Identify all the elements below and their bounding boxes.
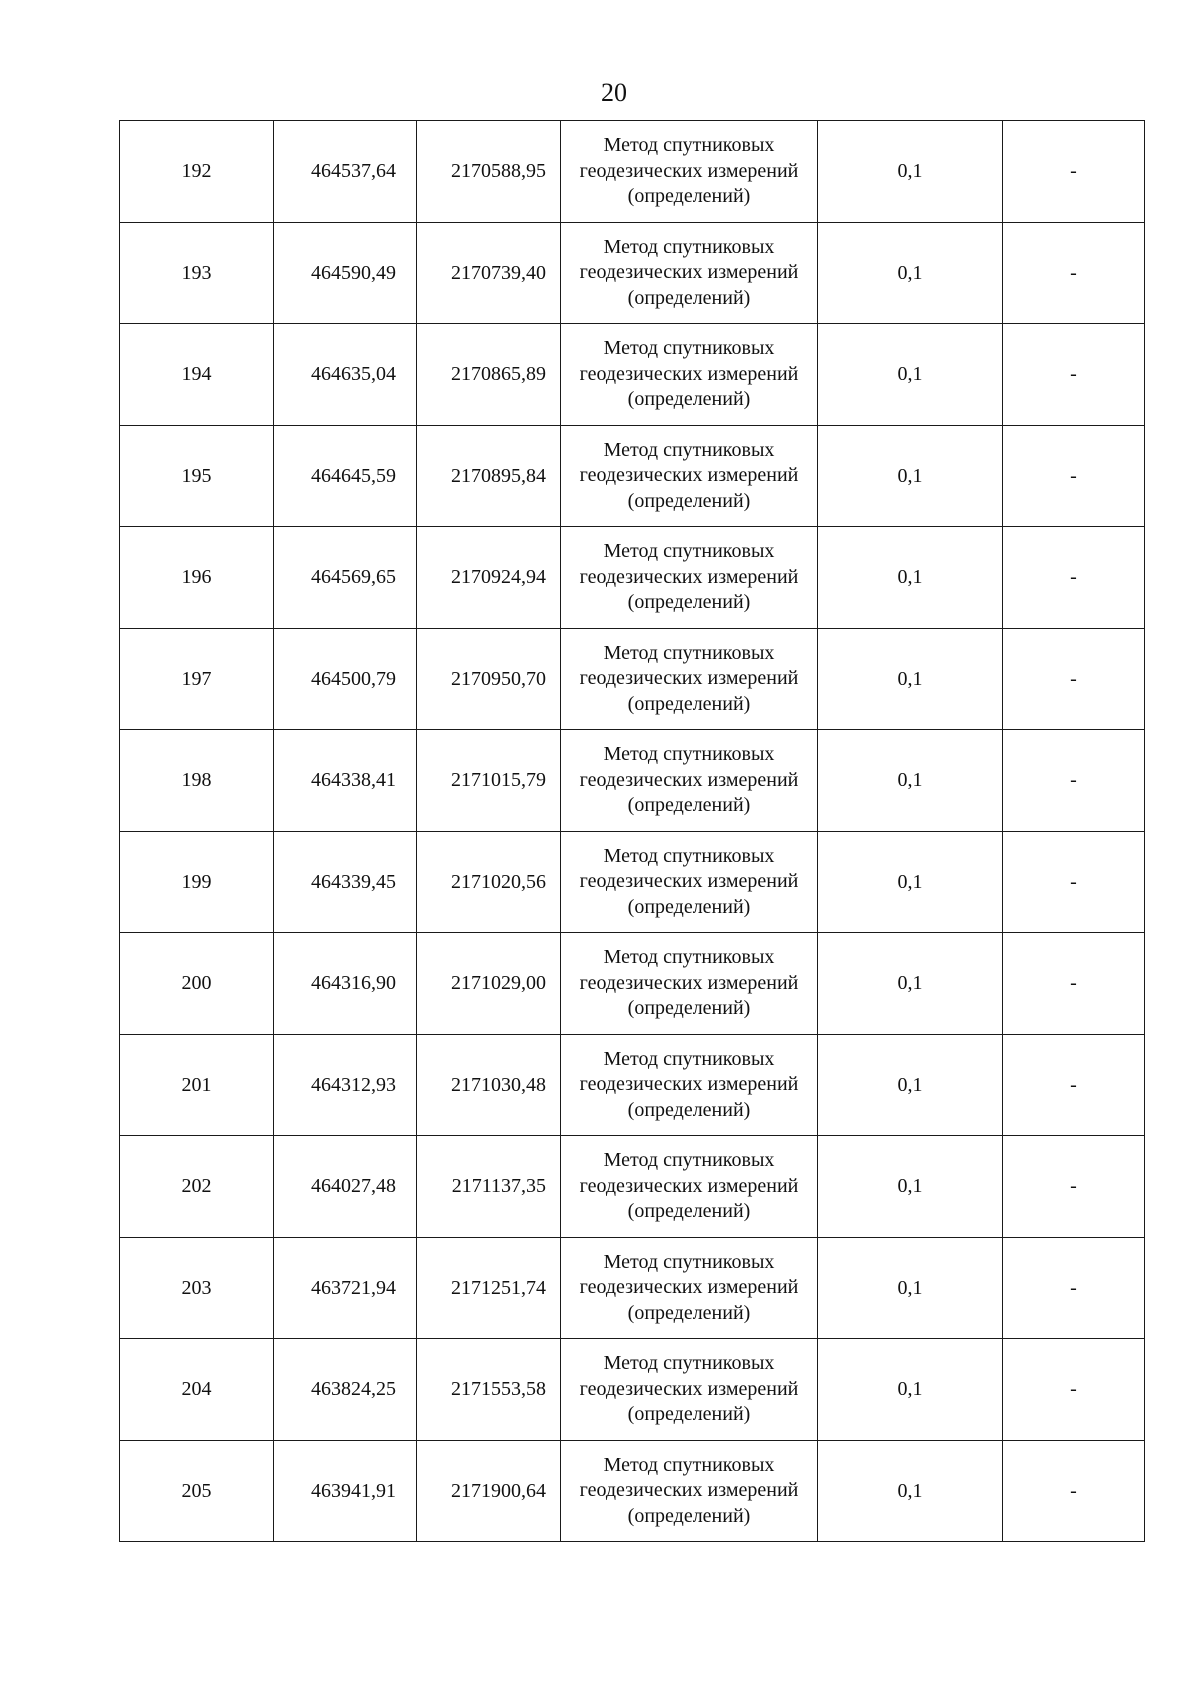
y-coordinate-cell: 2170950,70 bbox=[417, 628, 561, 730]
method-line: геодезических измерений bbox=[579, 565, 799, 588]
x-coordinate-cell: 463941,91 bbox=[274, 1440, 417, 1542]
x-coordinate-cell: 464590,49 bbox=[274, 222, 417, 324]
y-coordinate-cell: 2170895,84 bbox=[417, 425, 561, 527]
method-line: (определений) bbox=[627, 1098, 751, 1121]
table-row bbox=[120, 121, 1145, 223]
table-row bbox=[120, 324, 1145, 426]
y-coordinate-cell: 2171137,35 bbox=[417, 1136, 561, 1238]
method-cell bbox=[561, 1034, 818, 1136]
x-coordinate-cell: 464027,48 bbox=[274, 1136, 417, 1238]
method-cell bbox=[561, 730, 818, 832]
method-line: геодезических измерений bbox=[579, 159, 799, 182]
method-line: геодезических измерений bbox=[579, 971, 799, 994]
method-line: (определений) bbox=[627, 489, 751, 512]
description-cell: - bbox=[1003, 831, 1145, 933]
method-line: геодезических измерений bbox=[579, 667, 799, 689]
description-cell: - bbox=[1003, 222, 1145, 324]
x-coordinate-cell: 464316,90 bbox=[274, 933, 417, 1035]
method-line: (определений) bbox=[627, 286, 751, 309]
description-cell: - bbox=[1003, 730, 1145, 832]
method-cell bbox=[561, 628, 818, 730]
method-cell bbox=[561, 527, 818, 629]
table-row bbox=[120, 831, 1145, 933]
accuracy-cell: 0,1 bbox=[818, 121, 1003, 223]
table-row bbox=[120, 425, 1145, 527]
x-coordinate-cell: 464635,04 bbox=[274, 324, 417, 426]
coordinates-table bbox=[119, 120, 1145, 1542]
point-number-cell: 193 bbox=[120, 222, 274, 324]
table-row bbox=[120, 1237, 1145, 1339]
x-coordinate-cell: 464537,64 bbox=[274, 121, 417, 223]
method-line: Метод спутниковых bbox=[603, 235, 775, 258]
method-line: (определений) bbox=[627, 1403, 751, 1425]
accuracy-cell: 0,1 bbox=[818, 527, 1003, 629]
point-number-cell: 201 bbox=[120, 1034, 274, 1136]
method-line: геодезических измерений bbox=[579, 1479, 799, 1501]
method-line: Метод спутниковых bbox=[603, 1250, 775, 1273]
y-coordinate-cell: 2171251,74 bbox=[417, 1237, 561, 1339]
point-number-cell: 203 bbox=[120, 1237, 274, 1339]
method-line: (определений) bbox=[627, 591, 751, 613]
y-coordinate-cell: 2170588,95 bbox=[417, 121, 561, 223]
table-row bbox=[120, 1034, 1145, 1136]
method-line: (определений) bbox=[627, 1200, 751, 1222]
accuracy-cell: 0,1 bbox=[818, 831, 1003, 933]
method-cell bbox=[561, 1440, 818, 1542]
method-cell bbox=[561, 1136, 818, 1238]
y-coordinate-cell: 2170865,89 bbox=[417, 324, 561, 426]
point-number-cell: 202 bbox=[120, 1136, 274, 1238]
method-cell bbox=[561, 831, 818, 933]
x-coordinate-cell: 464569,65 bbox=[274, 527, 417, 629]
accuracy-cell: 0,1 bbox=[818, 1339, 1003, 1441]
method-cell bbox=[561, 933, 818, 1035]
method-line: (определений) bbox=[627, 388, 751, 410]
description-cell: - bbox=[1003, 121, 1145, 223]
x-coordinate-cell: 464339,45 bbox=[274, 831, 417, 933]
method-line: Метод спутниковых bbox=[603, 1352, 775, 1374]
table-row bbox=[120, 527, 1145, 629]
method-line: Метод спутниковых bbox=[603, 438, 775, 461]
method-cell bbox=[561, 222, 818, 324]
method-line: (определений) bbox=[627, 895, 751, 918]
description-cell: - bbox=[1003, 1440, 1145, 1542]
x-coordinate-cell: 463721,94 bbox=[274, 1237, 417, 1339]
method-line: Метод спутниковых bbox=[603, 946, 775, 968]
method-line: Метод спутниковых bbox=[603, 641, 775, 664]
method-cell bbox=[561, 1339, 818, 1441]
accuracy-cell: 0,1 bbox=[818, 222, 1003, 324]
table-row bbox=[120, 222, 1145, 324]
method-line: (определений) bbox=[627, 1301, 751, 1324]
table-row bbox=[120, 1339, 1145, 1441]
table-row bbox=[120, 730, 1145, 832]
point-number-cell: 192 bbox=[120, 121, 274, 223]
description-cell: - bbox=[1003, 425, 1145, 527]
point-number-cell: 196 bbox=[120, 527, 274, 629]
point-number-cell: 200 bbox=[120, 933, 274, 1035]
point-number-cell: 197 bbox=[120, 628, 274, 730]
table-row bbox=[120, 628, 1145, 730]
method-cell bbox=[561, 324, 818, 426]
method-line: Метод спутниковых bbox=[603, 1047, 775, 1070]
description-cell: - bbox=[1003, 1034, 1145, 1136]
method-line: геодезических измерений bbox=[579, 1174, 799, 1197]
accuracy-cell: 0,1 bbox=[818, 1136, 1003, 1238]
method-line: (определений) bbox=[627, 1504, 751, 1527]
accuracy-cell: 0,1 bbox=[818, 1440, 1003, 1542]
method-line: (определений) bbox=[627, 692, 751, 715]
table-row bbox=[120, 1440, 1145, 1542]
y-coordinate-cell: 2171900,64 bbox=[417, 1440, 561, 1542]
y-coordinate-cell: 2171020,56 bbox=[417, 831, 561, 933]
method-cell bbox=[561, 121, 818, 223]
method-line: геодезических измерений bbox=[579, 362, 799, 385]
accuracy-cell: 0,1 bbox=[818, 730, 1003, 832]
method-line: геодезических измерений bbox=[579, 768, 799, 791]
table-row bbox=[120, 933, 1145, 1035]
description-cell: - bbox=[1003, 324, 1145, 426]
point-number-cell: 198 bbox=[120, 730, 274, 832]
point-number-cell: 199 bbox=[120, 831, 274, 933]
method-line: геодезических измерений bbox=[579, 1377, 799, 1400]
y-coordinate-cell: 2171029,00 bbox=[417, 933, 561, 1035]
x-coordinate-cell: 464645,59 bbox=[274, 425, 417, 527]
method-cell bbox=[561, 425, 818, 527]
method-line: Метод спутниковых bbox=[603, 337, 775, 359]
method-line: Метод спутниковых bbox=[603, 1453, 775, 1476]
x-coordinate-cell: 464338,41 bbox=[274, 730, 417, 832]
method-line: геодезических измерений bbox=[579, 1073, 799, 1095]
y-coordinate-cell: 2170924,94 bbox=[417, 527, 561, 629]
method-line: (определений) bbox=[627, 794, 751, 816]
point-number-cell: 194 bbox=[120, 324, 274, 426]
x-coordinate-cell: 464312,93 bbox=[274, 1034, 417, 1136]
point-number-cell: 195 bbox=[120, 425, 274, 527]
coordinates-table-body bbox=[120, 121, 1145, 1542]
description-cell: - bbox=[1003, 1136, 1145, 1238]
accuracy-cell: 0,1 bbox=[818, 933, 1003, 1035]
method-line: геодезических измерений bbox=[579, 464, 799, 486]
method-line: геодезических измерений bbox=[579, 870, 799, 892]
point-number-cell: 205 bbox=[120, 1440, 274, 1542]
accuracy-cell: 0,1 bbox=[818, 425, 1003, 527]
method-line: геодезических измерений bbox=[579, 261, 799, 283]
page-number: 20 bbox=[601, 78, 627, 107]
description-cell: - bbox=[1003, 628, 1145, 730]
method-line: Метод спутниковых bbox=[603, 540, 775, 562]
accuracy-cell: 0,1 bbox=[818, 324, 1003, 426]
method-line: Метод спутниковых bbox=[603, 134, 775, 156]
method-line: геодезических измерений bbox=[579, 1276, 799, 1298]
method-line: Метод спутниковых bbox=[603, 844, 775, 867]
description-cell: - bbox=[1003, 933, 1145, 1035]
point-number-cell: 204 bbox=[120, 1339, 274, 1441]
method-line: Метод спутниковых bbox=[603, 743, 775, 765]
y-coordinate-cell: 2171553,58 bbox=[417, 1339, 561, 1441]
description-cell: - bbox=[1003, 527, 1145, 629]
method-line: (определений) bbox=[627, 185, 751, 207]
description-cell: - bbox=[1003, 1339, 1145, 1441]
y-coordinate-cell: 2171015,79 bbox=[417, 730, 561, 832]
accuracy-cell: 0,1 bbox=[818, 1034, 1003, 1136]
description-cell: - bbox=[1003, 1237, 1145, 1339]
accuracy-cell: 0,1 bbox=[818, 1237, 1003, 1339]
method-line: Метод спутниковых bbox=[603, 1149, 775, 1171]
accuracy-cell: 0,1 bbox=[818, 628, 1003, 730]
y-coordinate-cell: 2171030,48 bbox=[417, 1034, 561, 1136]
x-coordinate-cell: 463824,25 bbox=[274, 1339, 417, 1441]
table-row bbox=[120, 1136, 1145, 1238]
method-line: (определений) bbox=[627, 997, 751, 1019]
x-coordinate-cell: 464500,79 bbox=[274, 628, 417, 730]
y-coordinate-cell: 2170739,40 bbox=[417, 222, 561, 324]
method-cell bbox=[561, 1237, 818, 1339]
